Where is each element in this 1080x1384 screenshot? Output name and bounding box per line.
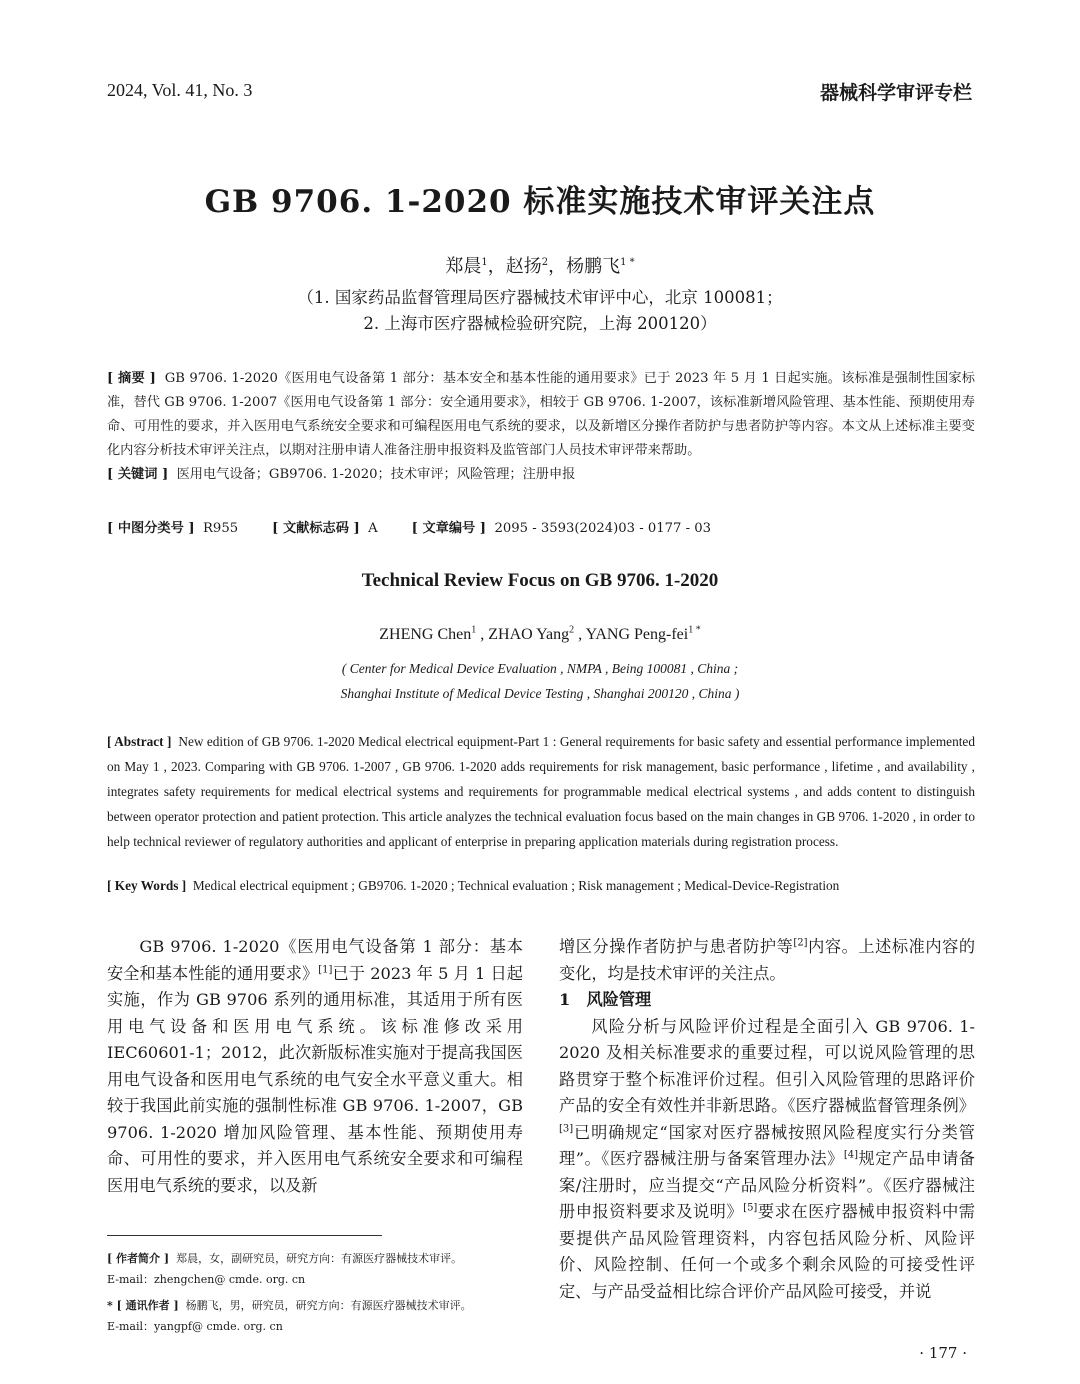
citation: [3]	[559, 1123, 574, 1135]
author-affil-mark: 1	[471, 624, 477, 636]
footnote-divider	[107, 1235, 382, 1236]
author-separator: ，	[548, 256, 567, 277]
doc-code-value: A	[368, 521, 378, 536]
column-name: 器械科学审评专栏	[819, 82, 972, 104]
section-heading: 1 风险管理	[559, 990, 652, 1009]
body-column-right	[559, 934, 975, 1305]
keywords-cn	[107, 463, 975, 487]
affiliation-line: ( Center for Medical Device Evaluation , NMPA , Being 100081 , China ;	[341, 661, 739, 676]
abstract-cn	[107, 367, 975, 487]
author-affil-mark: 1 *	[688, 624, 701, 636]
body-text: 增区分操作者防护与患者防护等	[559, 937, 794, 956]
doc-code-label: [ 文献标志码 ]	[272, 521, 360, 536]
footnote-text: 杨鹏飞，男，研究员，研究方向：有源医疗器械技术审评。	[185, 1299, 472, 1312]
abstract-cn-text: GB 9706. 1-2020《医用电气设备第 1 部分：基本安全和基本性能的通用要求》已于 2023 年 5 月 1 日起实施。该标准是强制性国家标准，替代 GB 9706. 1-2007《医用电气设备第 1 部分：安全通用要求》，相较于 GB 9706. 1-2007，该标准新增风险管理、基本性能、预期使用寿命、可用性的要求，并入医用电气系统安全要求和可编程医用电气系统的要求，以及新增区分操作者防护与患者防护等内容。本文从上述标准主要变化内容分析技术审评关注点，以期对注册申请人准备注册申报资料及监管部门人员技术审评带来帮助。	[107, 371, 975, 458]
article-number-value: 2095 - 3593(2024)03 - 0177 - 03	[494, 521, 712, 536]
affiliation-line: Shanghai Institute of Medical Device Testing , Shanghai 200120 , China )	[340, 686, 740, 701]
body-paragraph	[559, 934, 975, 987]
author-name: 赵扬	[505, 256, 542, 277]
body-column-left	[107, 934, 523, 1199]
keywords-cn-text: 医用电气设备；GB9706. 1-2020；技术审评；风险管理；注册申报	[176, 467, 576, 482]
affiliation-line: （1. 国家药品监督管理局医疗器械技术审评中心，北京 100081；	[297, 288, 783, 307]
keywords-en	[107, 878, 839, 894]
footnote-corresponding-author	[107, 1295, 527, 1337]
paper-title-cn: GB 9706. 1-2020 标准实施技术审评关注点	[204, 184, 876, 220]
body-text: GB 9706. 1-2020《医用电气设备第 1 部分：基本安全和基本性能的通用要求》	[107, 937, 523, 983]
author-name: 郑晨	[445, 256, 482, 277]
author-separator: ,	[574, 626, 586, 643]
authors-cn	[0, 252, 1080, 278]
affiliations-en	[0, 656, 1080, 706]
footnote-author-bio	[107, 1248, 527, 1290]
author-name: ZHAO Yang	[488, 626, 570, 643]
body-text: 要求在医疗器械申报资料中需要提供产品风险管理资料，内容包括风险分析、风险评价、风险控制、任何一个或多个剩余风险的可接受性评定、与产品受益相比综合评价产品风险可接受，并说	[559, 1202, 975, 1301]
citation: [1]	[318, 964, 333, 976]
affiliation-line: 2. 上海市医疗器械检验研究院，上海 200120）	[363, 314, 717, 333]
author-name: ZHENG Chen	[379, 626, 472, 643]
citation: [5]	[743, 1202, 758, 1214]
footnote-label: * [ 通讯作者 ]	[107, 1299, 179, 1312]
body-text: 已于 2023 年 5 月 1 日起实施，作为 GB 9706 系列的通用标准，其适用于所有医用电气设备和医用电气系统。该标准修改采用 IEC60601-1；2012，此次新版标准实施对于提高我国医用电气设备和医用电气系统的电气安全水平意义重大。相较于我国此前实施的强制性标准 GB 9706. 1-2007，GB 9706. 1-2020 增加风险管理、基本性能、预期使用寿命、可用性的要求，并入医用电气系统安全要求和可编程医用电气系统的要求，以及新	[107, 963, 523, 1195]
keywords-cn-label: [ 关键词 ]	[107, 467, 169, 482]
author-name: 杨鹏飞	[566, 256, 621, 277]
abstract-cn-label: [ 摘要 ]	[107, 371, 156, 386]
body-paragraph	[107, 934, 523, 1199]
author-separator: ,	[476, 626, 489, 643]
footnote-email: E-mail：zhengchen@ cmde. org. cn	[107, 1273, 306, 1286]
citation: [2]	[793, 937, 808, 949]
article-number-label: [ 文章编号 ]	[411, 521, 487, 536]
body-text: 风险分析与风险评价过程是全面引入 GB 9706. 1-2020 及相关标准要求的重要过程，可以说风险管理的思路贯穿于整个标准评价过程。但引入风险管理的思路评价产品的安全有效性并非新思路。《医疗器械监督管理条例》	[559, 1016, 975, 1115]
author-name: YANG Peng-fei	[585, 626, 689, 643]
abstract-en	[107, 729, 975, 854]
body-text: 规定产品申请备案/注册时，应当提交“产品风险分析资料”。《医疗器械注册申报资料要求及说明》	[559, 1149, 975, 1221]
classification-row	[107, 517, 711, 536]
keywords-en-text: Medical electrical equipment ; GB9706. 1-2020 ; Technical evaluation ; Risk management ; Medical-Device-Registration	[192, 878, 840, 893]
footnote-text: 郑晨，女，副研究员，研究方向：有源医疗器械技术审评。	[176, 1252, 463, 1265]
paper-title-en: Technical Review Focus on GB 9706. 1-2020	[361, 570, 719, 591]
author-affil-mark: 1	[481, 257, 488, 268]
page-number: · 177 ·	[919, 1344, 967, 1362]
body-paragraph	[559, 1014, 975, 1306]
affiliations-cn	[0, 285, 1080, 337]
body-text: 已明确规定“国家对医疗器械按照风险程度实行分类管理”。《医疗器械注册与备案管理办法》	[559, 1122, 975, 1168]
citation: [4]	[843, 1149, 858, 1161]
clc-label: [ 中图分类号 ]	[107, 521, 195, 536]
author-affil-mark: 2	[569, 624, 575, 636]
abstract-en-text: New edition of GB 9706. 1-2020 Medical electrical equipment-Part 1 : General requirements for basic safety and essential performance implemented on May 1 , 2023. Comparing with GB 9706. 1-2007 , GB 9706. 1-2020 adds requirements for risk management, basic performance , lifetime , and availability , integrates safety requirements for medical electrical systems and requirements for programmable medical electrical systems , and adds content to distinguish between operator protection and patient protection. This article analyzes the technical evaluation focus based on the main changes in GB 9706. 1-2020 , in order to help technical reviewer of regulatory authorities and applicant of enterprise in preparing application materials during registration process.	[107, 734, 975, 849]
author-affil-mark: 2	[541, 257, 549, 268]
keywords-en-label: [ Key Words ]	[107, 878, 187, 893]
author-separator: ，	[487, 256, 506, 277]
author-affil-mark: 1 *	[620, 257, 635, 268]
footnote-label: [ 作者简介 ]	[107, 1252, 170, 1265]
abstract-en-label: [ Abstract ]	[107, 734, 172, 749]
footnote-email: E-mail：yangpf@ cmde. org. cn	[107, 1320, 283, 1333]
authors-en	[0, 626, 1080, 644]
clc-value: R955	[203, 521, 239, 536]
body-text: 内容。上述标准内容的变化，均是技术审评的关注点。	[559, 937, 976, 983]
journal-issue: 2024, Vol. 41, No. 3	[107, 80, 253, 100]
